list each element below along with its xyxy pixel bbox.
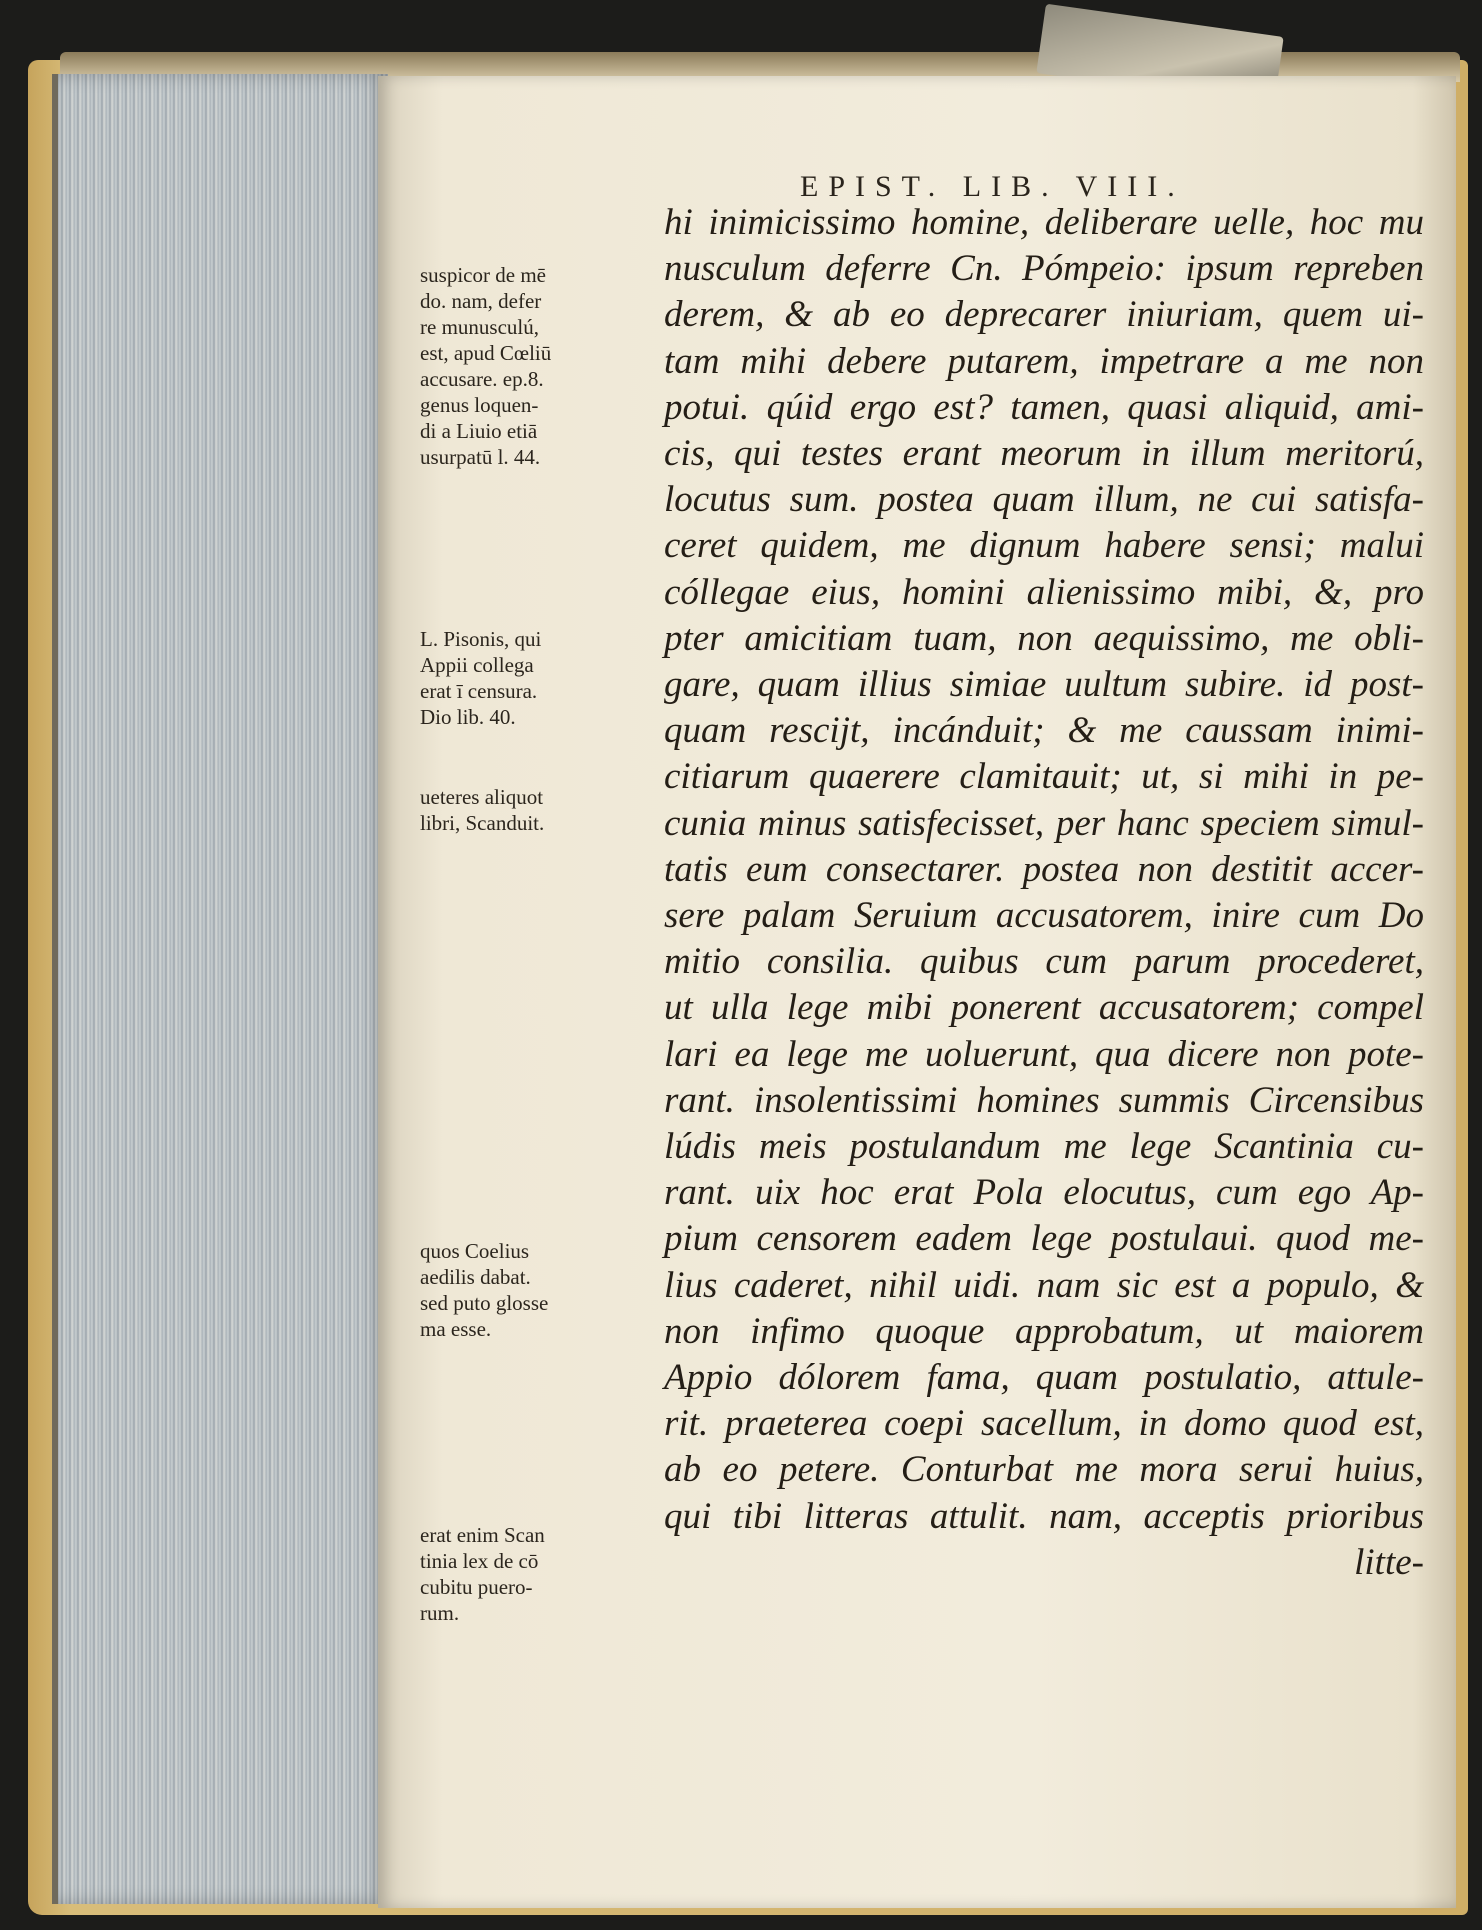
running-head: EPIST. LIB. VIII. [800,170,1185,203]
margin-note-line: quos Coelius [420,1239,530,1263]
margin-note-line: genus loquen- [420,393,539,417]
text-line: cóllegae eius, homini alienissimo mibi, &, pro [664,571,1424,613]
margin-note [420,262,670,470]
margin-note-line: suspicor de mē [420,263,546,287]
margin-note-line: sed puto glosse [420,1291,549,1315]
text-line: potui. qúid ergo est? tamen, quasi aliquid, ami- [664,386,1424,428]
text-line: derem, & ab eo deprecarer iniuriam, quem ui- [664,294,1424,336]
margin-note-line: rum. [420,1601,460,1625]
text-line: rant. uix hoc erat Pola elocutus, cum ego Ap- [664,1172,1424,1214]
margin-note-line: accusare. ep.8. [420,367,544,391]
margin-note-line: Dio lib. 40. [420,705,516,729]
text-line: sere palam Seruium accusatorem, inire cum Do [664,895,1424,937]
margin-note-line: erat enim Scan [420,1523,545,1547]
text-line: cunia minus satisfecisset, per hanc speciem simul- [664,802,1424,844]
text-line: rant. insolentissimi homines summis Circensibus [664,1079,1424,1121]
text-line: rit. praeterea coepi sacellum, in domo quod est, [664,1403,1424,1445]
margin-note-line: ueteres aliquot [420,785,544,809]
text-line: hi inimicissimo homine, deliberare uelle, hoc mu [664,202,1424,243]
text-line: locutus sum. postea quam illum, ne cui satisfa- [664,479,1424,521]
text-line: lius caderet, nihil uidi. nam sic est a populo, & [664,1264,1424,1306]
text-line: tatis eum consectarer. postea non destitit accer- [664,848,1424,890]
text-line: Appio dólorem fama, quam postulatio, attule- [664,1357,1424,1399]
text-line: citiarum quaerere clamitauit; ut, si mihi in pe- [664,756,1424,798]
margin-note [420,626,670,730]
catchword: litte- [1354,1541,1424,1583]
text-line: pium censorem eadem lege postulaui. quod me- [664,1218,1424,1260]
text-line: tam mihi debere putarem, impetrare a me non [664,340,1424,382]
margin-note-line: cubitu puero- [420,1575,533,1599]
text-line: qui tibi litteras attulit. nam, acceptis prioribus [664,1495,1424,1537]
text-line: cis, qui testes erant meorum in illum meritorú, [664,433,1424,475]
text-line: ceret quidem, me dignum habere sensi; malui [664,525,1424,567]
margin-note-line: do. nam, defer [420,289,542,313]
margin-note-line: tinia lex de cō [420,1549,539,1573]
text-line: ut ulla lege mibi ponerent accusatorem; compel [664,987,1424,1029]
text-line: non infimo quoque approbatum, ut maiorem [664,1310,1424,1352]
margin-note-line: ma esse. [420,1317,492,1341]
margin-note-line: usurpatū l. 44. [420,445,541,469]
margin-note-line: re munusculú, [420,315,539,339]
main-text-block [664,200,1424,1586]
margin-note-line: libri, Scanduit. [420,811,545,835]
text-line: ab eo petere. Conturbat me mora serui huius, [664,1449,1424,1491]
text-line: mitio consilia. quibus cum parum procederet, [664,941,1424,983]
margin-note [420,1238,670,1342]
book-fore-edge [52,74,388,1904]
text-line: lari ea lege me uoluerunt, qua dicere non pote- [664,1033,1424,1075]
margin-note-line: Appii collega [420,653,534,677]
margin-note [420,1522,670,1626]
text-line: pter amicitiam tuam, non aequissimo, me obli- [664,617,1424,659]
text-line: gare, quam illius simiae uultum subire. id post- [664,664,1424,706]
margin-note-line: erat ī censura. [420,679,538,703]
margin-note-line: aedilis dabat. [420,1265,531,1289]
margin-note [420,784,670,836]
text-line: lúdis meis postulandum me lege Scantinia cu- [664,1126,1424,1168]
margin-note-line: di a Liuio etiā [420,419,538,443]
margin-note-line: L. Pisonis, qui [420,627,542,651]
margin-note-line: est, apud Cœliū [420,341,552,365]
text-line: nusculum deferre Cn. Pómpeio: ipsum repreben [664,248,1424,290]
text-line: quam rescijt, incánduit; & me caussam inimi- [664,710,1424,752]
